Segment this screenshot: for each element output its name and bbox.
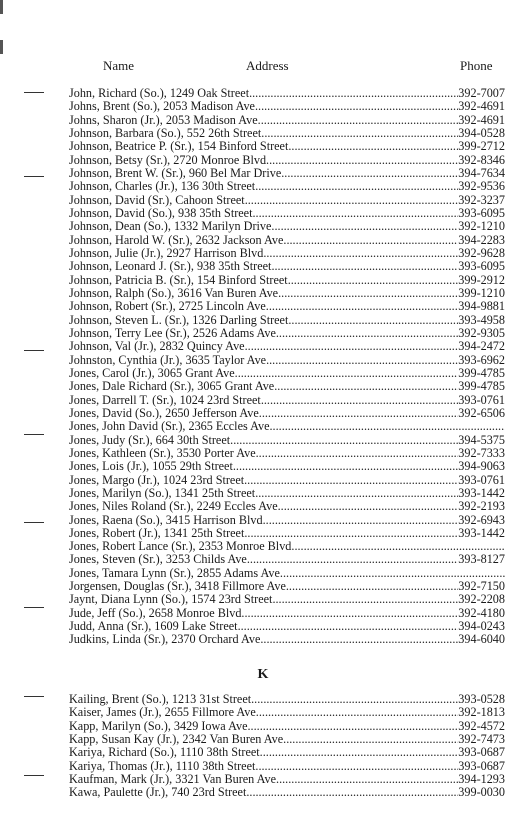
dot-leader [230, 434, 458, 447]
column-header-name: Name [103, 58, 135, 73]
entry-name-address: Johnson, Charles (Jr.), 136 30th Street [69, 180, 256, 194]
entry-phone: 399-2712 [458, 140, 505, 154]
entry-phone: 392-7473 [458, 732, 505, 746]
entry-name-address: Kariya, Thomas (Jr.), 1110 38th Street [69, 759, 256, 773]
list-item [69, 786, 505, 799]
dot-leader [271, 260, 458, 273]
dot-leader [248, 340, 459, 353]
dot-leader [288, 314, 458, 327]
list-item [69, 234, 505, 247]
entry-phone: 392-4691 [458, 100, 505, 114]
dot-leader [261, 127, 458, 140]
list-item [69, 127, 505, 140]
entry-name-address: Kariya, Richard (So.), 1110 38th Street [69, 746, 260, 760]
dot-leader [263, 633, 458, 646]
list-item [69, 260, 505, 273]
directory-list-j [69, 87, 505, 647]
entry-phone: 393-1442 [458, 526, 505, 540]
entry-name-address: Johnson, Betsy (Sr.), 2720 Monroe Blvd. [69, 153, 270, 167]
entry-phone: 392-1813 [458, 706, 505, 720]
dot-leader [249, 87, 458, 100]
entry-name-address: Johnson, Leonard J. (Sr.), 938 35th Street [69, 260, 272, 274]
entry-name-address: Jorgensen, Douglas (Sr.), 3418 Fillmore Ave. [69, 580, 289, 594]
list-item [69, 354, 505, 367]
entry-phone: 393-6962 [458, 353, 505, 367]
margin-mark [24, 92, 44, 93]
entry-name-address: Johnson, Val (Jr.), 2832 Quincy Ave. [69, 340, 248, 354]
entry-name-address: Jones, Margo (Jr.), 1024 23rd Street [69, 473, 245, 487]
entry-name-address: Johnson, Brent W. (Sr.), 960 Bel Mar Drive [69, 166, 282, 180]
dot-leader [279, 327, 458, 340]
dot-leader [271, 220, 458, 233]
dot-leader [272, 593, 458, 606]
entry-phone: 392-9305 [458, 326, 505, 340]
list-item [69, 420, 505, 433]
list-item [69, 706, 505, 719]
entry-phone: 393-1442 [458, 486, 505, 500]
margin-mark [24, 434, 44, 435]
entry-phone: 394-2472 [458, 340, 505, 354]
list-item [69, 367, 505, 380]
entry-name-address: Jones, Darrell T. (Sr.), 1024 23rd Street [69, 393, 261, 407]
dot-leader [261, 394, 458, 407]
list-item [69, 720, 505, 733]
entry-name-address: Jones, Robert Lance (Sr.), 2353 Monroe Blvd. [69, 540, 295, 554]
entry-phone: 393-6095 [458, 260, 505, 274]
entry-phone: 392-2208 [458, 593, 505, 607]
list-item [69, 314, 505, 327]
list-item [69, 434, 505, 447]
entry-phone: 392-2193 [458, 500, 505, 514]
entry-phone: 399-4785 [458, 380, 505, 394]
entry-name-address: Kapp, Marilyn (So.), 3429 Iowa Ave. [69, 719, 251, 733]
entry-phone: 392-9536 [458, 180, 505, 194]
dot-leader [259, 706, 458, 719]
list-item [69, 733, 505, 746]
directory-list-k [69, 693, 505, 800]
list-item [69, 247, 505, 260]
entry-name-address: Jones, Niles Roland (Sr.), 2249 Eccles Ave. [69, 500, 281, 514]
entry-phone: 392-3237 [458, 193, 505, 207]
entry-name-address: Jones, Dale Richard (Sr.), 3065 Grant Ave. [69, 380, 278, 394]
entry-name-address: Kapp, Susan Kay (Jr.), 2342 Van Buren Ave. [69, 732, 287, 746]
list-item [69, 460, 505, 473]
list-item [69, 567, 505, 580]
dot-leader [286, 733, 458, 746]
entry-name-address: Kailing, Brent (So.), 1213 31st Street [69, 693, 252, 706]
list-item [69, 180, 505, 193]
entry-name-address: Johnson, Terry Lee (Sr.), 2526 Adams Ave. [69, 326, 279, 340]
dot-leader [255, 760, 458, 773]
dot-leader [255, 180, 458, 193]
entry-name-address: Jones, David (So.), 2650 Jefferson Ave. [69, 406, 262, 420]
dot-leader [279, 773, 458, 786]
list-item [69, 593, 505, 606]
dot-leader [245, 194, 459, 207]
entry-name-address: Jaynt, Diana Lynn (So.), 1574 23rd Street [69, 593, 273, 607]
entry-phone: 399-4785 [458, 366, 505, 380]
margin-mark [0, 0, 3, 14]
dot-leader [269, 300, 458, 313]
list-item [69, 194, 505, 207]
entry-name-address: Jones, Judy (Sr.), 664 30th Street [69, 433, 231, 447]
entry-phone: 394-2283 [458, 233, 505, 247]
list-item [69, 474, 505, 487]
dot-leader [288, 274, 459, 287]
entry-phone: 392-4572 [458, 719, 505, 733]
entry-name-address: Judkins, Linda (Sr.), 2370 Orchard Ave. [69, 633, 264, 647]
dot-leader [251, 693, 458, 706]
entry-name-address: Johns, Brent (So.), 2053 Madison Ave. [69, 100, 259, 114]
dot-leader [281, 500, 459, 513]
list-item [69, 553, 505, 566]
margin-mark [24, 775, 44, 776]
list-item [69, 527, 505, 540]
dot-leader [252, 207, 458, 220]
entry-phone: 393-4958 [458, 313, 505, 327]
entry-name-address: Johnston, Cynthia (Jr.), 3635 Taylor Ave. [69, 353, 270, 367]
entry-name-address: Johnson, David (Sr.), Cahoon Street [69, 193, 245, 207]
margin-mark [0, 40, 3, 54]
dot-leader [269, 354, 458, 367]
list-item [69, 154, 505, 167]
list-item [69, 340, 505, 353]
dot-leader [286, 234, 458, 247]
entry-phone: 394-6040 [458, 633, 505, 647]
dot-leader [294, 540, 505, 553]
list-item [69, 487, 505, 500]
entry-name-address: Kaufman, Mark (Jr.), 3321 Van Buren Ave. [69, 772, 280, 786]
dot-leader [238, 367, 459, 380]
dot-leader [258, 100, 458, 113]
margin-mark [24, 696, 44, 697]
list-item [69, 220, 505, 233]
entry-name-address: Johnson, David (So.), 938 35th Street [69, 206, 253, 220]
entry-phone: 392-4691 [458, 113, 505, 127]
margin-mark [24, 607, 44, 608]
dot-leader [246, 786, 458, 799]
list-item [69, 87, 505, 100]
list-item [69, 500, 505, 513]
entry-phone: 394-0243 [458, 620, 505, 634]
dot-leader [283, 567, 505, 580]
list-item [69, 746, 505, 759]
margin-mark [24, 350, 44, 351]
entry-name-address: Jones, Raena (So.), 3415 Harrison Blvd. [69, 513, 266, 527]
entry-phone: 392-7150 [458, 580, 505, 594]
entry-phone: 394-7634 [458, 166, 505, 180]
entry-phone: 394-9881 [458, 300, 505, 314]
entry-phone: 392-9628 [458, 246, 505, 260]
entry-name-address: Jones, Robert (Jr.), 1341 25th Street [69, 526, 245, 540]
dot-leader [261, 114, 459, 127]
list-item [69, 760, 505, 773]
dot-leader [244, 474, 458, 487]
entry-name-address: Johnson, Dean (So.), 1332 Marilyn Drive [69, 220, 272, 234]
entry-name-address: Jones, Tamara Lynn (Sr.), 2855 Adams Ave. [69, 566, 283, 580]
list-item [69, 620, 505, 633]
entry-phone: 394-1293 [458, 772, 505, 786]
margin-mark [24, 522, 44, 523]
entry-name-address: Johnson, Ralph (So.), 3616 Van Buren Ave. [69, 286, 282, 300]
dot-leader [244, 607, 458, 620]
dot-leader [251, 720, 459, 733]
entry-phone: 394-9063 [458, 460, 505, 474]
entry-phone: 399-0030 [458, 786, 505, 800]
list-item [69, 327, 505, 340]
entry-name-address: Jones, Steven (Sr.), 3253 Childs Ave. [69, 553, 250, 567]
entry-phone: 394-5375 [458, 433, 505, 447]
list-item [69, 287, 505, 300]
dot-leader [266, 247, 458, 260]
entry-name-address: Kaiser, James (Jr.), 2655 Fillmore Ave. [69, 706, 259, 720]
entry-name-address: Johnson, Barbara (So.), 552 26th Street [69, 126, 262, 140]
dot-leader [266, 514, 459, 527]
entry-phone: 392-6506 [458, 406, 505, 420]
list-item [69, 540, 505, 553]
entry-phone: 393-0687 [458, 759, 505, 773]
list-item [69, 447, 505, 460]
dot-leader [262, 407, 458, 420]
margin-mark [24, 176, 44, 177]
entry-phone: 392-7333 [458, 446, 505, 460]
list-item [69, 514, 505, 527]
entry-phone: 392-7007 [458, 87, 505, 100]
list-item [69, 633, 505, 646]
list-item [69, 207, 505, 220]
entry-name-address: Johnson, Robert (Sr.), 2725 Lincoln Ave. [69, 300, 269, 314]
entry-name-address: Johnson, Julie (Jr.), 2927 Harrison Blvd. [69, 246, 267, 260]
dot-leader [255, 487, 458, 500]
dot-leader [259, 447, 459, 460]
entry-phone: 393-0761 [458, 473, 505, 487]
list-item [69, 580, 505, 593]
entry-name-address: Jones, Carol (Jr.), 3065 Grant Ave. [69, 366, 238, 380]
entry-name-address: Kawa, Paulette (Jr.), 740 23rd Street [69, 786, 247, 800]
entry-phone: 393-0761 [458, 393, 505, 407]
entry-name-address: Johnson, Steven L. (Sr.), 1326 Darling Street [69, 313, 289, 327]
dot-leader [260, 746, 459, 759]
entry-name-address: Johnson, Patricia B. (Sr.), 154 Binford Street [69, 273, 288, 287]
dot-leader [281, 287, 458, 300]
dot-leader [277, 380, 458, 393]
list-item [69, 114, 505, 127]
entry-phone: 393-6095 [458, 206, 505, 220]
entry-name-address: Johnson, Beatrice P. (Sr.), 154 Binford Street [69, 140, 289, 154]
entry-phone: 392-1210 [458, 220, 505, 234]
column-header-phone: Phone [460, 58, 493, 73]
entry-phone: 392-6943 [458, 513, 505, 527]
entry-phone: 393-8127 [458, 553, 505, 567]
entry-name-address: Johnson, Harold W. (Sr.), 2632 Jackson Ave. [69, 233, 287, 247]
list-item [69, 274, 505, 287]
entry-name-address: Jones, Marilyn (So.), 1341 25th Street [69, 486, 256, 500]
list-item [69, 693, 505, 706]
entry-phone: 392-8346 [458, 153, 505, 167]
entry-name-address: Jones, Kathleen (Sr.), 3530 Porter Ave. [69, 446, 259, 460]
entry-name-address: Jude, Jeff (So.), 2658 Monroe Blvd. [69, 606, 245, 620]
entry-phone: 394-0528 [458, 126, 505, 140]
list-item [69, 300, 505, 313]
entry-name-address: Jones, Lois (Jr.), 1055 29th Street [69, 460, 233, 474]
dot-leader [269, 154, 458, 167]
list-item [69, 380, 505, 393]
list-item [69, 773, 505, 786]
entry-name-address: Judd, Anna (Sr.), 1609 Lake Street [69, 620, 238, 634]
list-item [69, 140, 505, 153]
entry-phone: 393-0687 [458, 746, 505, 760]
entry-name-address: John, Richard (So.), 1249 Oak Street [69, 87, 250, 100]
dot-leader [244, 527, 458, 540]
entry-phone: 399-2912 [458, 273, 505, 287]
dot-leader [289, 580, 458, 593]
dot-leader [288, 140, 458, 153]
list-item [69, 407, 505, 420]
list-item [69, 100, 505, 113]
dot-leader [281, 167, 458, 180]
dot-leader [233, 460, 458, 473]
dot-leader [238, 620, 459, 633]
column-header-address: Address [246, 58, 289, 73]
list-item [69, 167, 505, 180]
list-item [69, 394, 505, 407]
entry-phone: 393-0528 [458, 693, 505, 706]
entry-phone: 392-4180 [458, 606, 505, 620]
dot-leader [273, 420, 505, 433]
list-item [69, 607, 505, 620]
section-letter: K [257, 667, 269, 682]
entry-name-address: Johns, Sharon (Jr.), 2053 Madison Ave. [69, 113, 261, 127]
entry-name-address: Jones, John David (Sr.), 2365 Eccles Ave. [69, 420, 273, 434]
dot-leader [250, 553, 458, 566]
entry-phone: 399-1210 [458, 286, 505, 300]
